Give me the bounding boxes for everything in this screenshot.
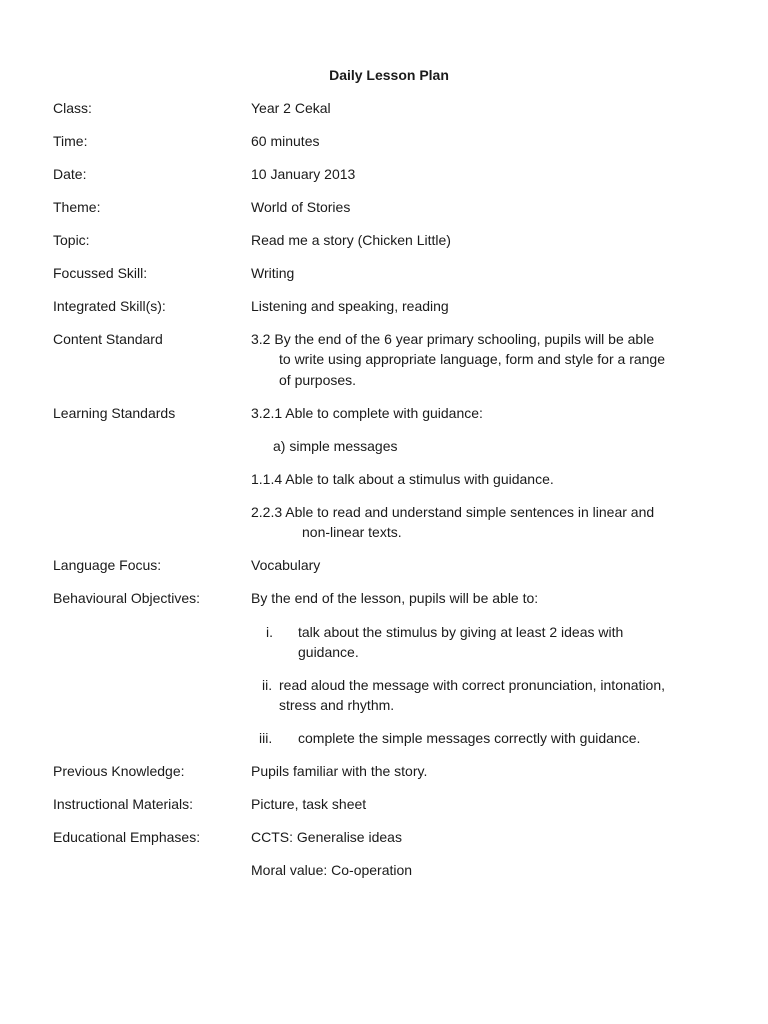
educational-emphases-value: CCTS: Generalise ideas [251,829,402,845]
focussed-skill-label: Focussed Skill: [53,265,148,281]
behavioural-objectives-label: Behavioural Objectives: [53,590,201,606]
class-label: Class: [53,100,92,116]
objective-line: talk about the stimulus by giving at least 2 ideas with [298,624,624,640]
time-label: Time: [53,133,88,149]
time-value: 60 minutes [251,133,320,149]
previous-knowledge-value: Pupils familiar with the story. [251,763,428,779]
objective-line: complete the simple messages correctly with guidance. [298,730,641,746]
objective-line: stress and rhythm. [279,697,395,713]
objective-marker: ii. [262,677,273,693]
objective-marker: i. [266,624,273,640]
class-value: Year 2 Cekal [251,100,331,116]
instructional-materials-label: Instructional Materials: [53,796,194,812]
topic-value: Read me a story (Chicken Little) [251,232,451,248]
date-value: 10 January 2013 [251,166,356,182]
content-standard-line: 3.2 By the end of the 6 year primary schooling, pupils will be able [251,331,655,347]
learning-standard-item: 1.1.4 Able to talk about a stimulus with guidance. [251,471,554,487]
content-standard-label: Content Standard [53,331,163,347]
learning-standard-subitem: a) simple messages [273,438,398,454]
integrated-skills-value: Listening and speaking, reading [251,298,449,314]
learning-standard-item: 3.2.1 Able to complete with guidance: [251,405,483,421]
page-title: Daily Lesson Plan [329,67,449,83]
language-focus-label: Language Focus: [53,557,162,573]
instructional-materials-value: Picture, task sheet [251,796,367,812]
educational-emphases-value: Moral value: Co-operation [251,862,413,878]
learning-standard-item-cont: non-linear texts. [302,524,402,540]
language-focus-value: Vocabulary [251,557,321,573]
integrated-skills-label: Integrated Skill(s): [53,298,166,314]
objective-marker: iii. [259,730,273,746]
behavioural-objectives-intro: By the end of the lesson, pupils will be able to: [251,590,539,606]
educational-emphases-label: Educational Emphases: [53,829,201,845]
content-standard-line: to write using appropriate language, form and style for a range [279,351,666,367]
objective-line: guidance. [298,644,359,660]
objective-line: read aloud the message with correct pronunciation, intonation, [279,677,666,693]
theme-value: World of Stories [251,199,351,215]
content-standard-line: of purposes. [279,372,357,388]
learning-standards-label: Learning Standards [53,405,176,421]
previous-knowledge-label: Previous Knowledge: [53,763,185,779]
focussed-skill-value: Writing [251,265,295,281]
date-label: Date: [53,166,87,182]
topic-label: Topic: [53,232,90,248]
theme-label: Theme: [53,199,101,215]
learning-standard-item: 2.2.3 Able to read and understand simple sentences in linear and [251,504,655,520]
